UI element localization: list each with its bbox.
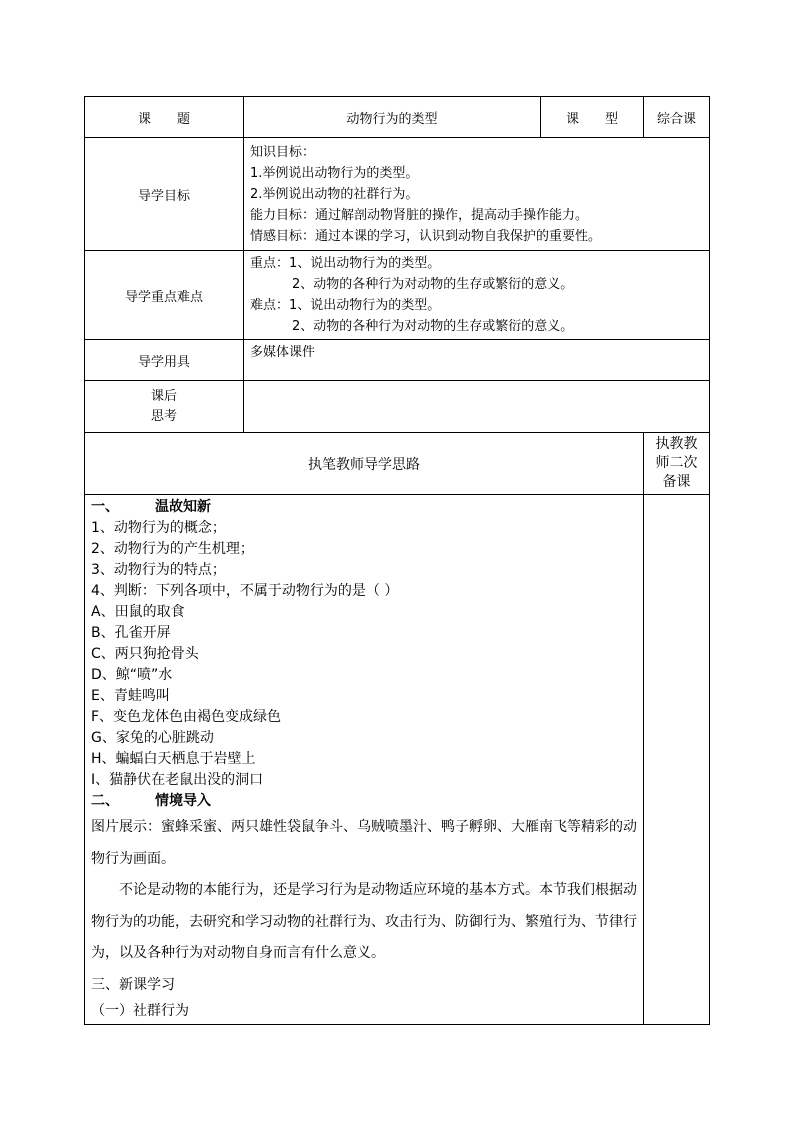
goals-line: 2.举例说出动物的社群行为。 (250, 186, 419, 202)
review-item: D、鲸“喷”水 (91, 667, 173, 683)
section-heading (91, 497, 637, 518)
section-heading: 三、新课学习 (91, 976, 175, 993)
review-item: 1、动物行为的概念； (91, 520, 226, 536)
review-item: 4、判断：下列各项中，不属于动物行为的是（ ） (91, 583, 399, 599)
goals-line: 能力目标：通过解剖动物肾脏的操作，提高动手操作能力。 (250, 207, 589, 223)
goals-line: 1.举例说出动物行为的类型。 (250, 165, 419, 181)
plan-side-title (644, 433, 710, 495)
plan-body (85, 495, 644, 1025)
section-number: 二、 (91, 793, 119, 809)
review-item: A、田鼠的取食 (91, 604, 185, 620)
topic-label: 课 题 (85, 97, 244, 138)
key-points-row (85, 251, 710, 340)
reflection-label-line: 思考 (150, 408, 177, 424)
review-item: C、两只狗抢骨头 (91, 646, 199, 662)
plan-side-title-line: 备课 (662, 474, 691, 490)
key-points-label: 导学重点难点 (85, 251, 244, 340)
review-item: I、猫静伏在老鼠出没的洞口 (91, 772, 264, 788)
tools-row (85, 340, 710, 381)
reflection-label-line: 课后 (150, 388, 177, 404)
review-item: B、孔雀开屏 (91, 625, 171, 641)
plan-header-row (85, 433, 710, 495)
review-item: 3、动物行为的特点； (91, 562, 226, 578)
goals-line: 情感目标：通过本课的学习，认识到动物自我保护的重要性。 (250, 228, 602, 244)
topic-value: 动物行为的类型 (244, 97, 541, 138)
plan-title: 执笔教师导学思路 (85, 433, 644, 495)
tools-label: 导学用具 (85, 340, 244, 381)
key-point-line: 难点：1、说出动物行为的类型。 (250, 298, 441, 313)
type-value: 综合课 (644, 97, 710, 138)
plan-side-title-line: 师二次 (655, 455, 698, 471)
review-item: G、家兔的心脏跳动 (91, 730, 214, 746)
review-item: E、青蛙鸣叫 (91, 688, 170, 704)
type-label: 课 型 (541, 97, 644, 138)
key-point-line: 重点：1、说出动物行为的类型。 (250, 256, 441, 271)
plan-side-notes (644, 495, 710, 1025)
header-row (85, 97, 710, 138)
section-number: 一、 (91, 499, 119, 515)
review-item: 2、动物行为的产生机理； (91, 541, 254, 557)
review-item: F、变色龙体色由褐色变成绿色 (91, 709, 282, 725)
reflection-row (85, 381, 710, 433)
intro-paragraph: 图片展示：蜜蜂采蜜、两只雄性袋鼠争斗、乌贼喷墨汁、鸭子孵卵、大雁南飞等精彩的动物行为画面。 (91, 819, 637, 867)
intro-paragraph: 不论是动物的本能行为，还是学习行为是动物适应环境的基本方式。本节我们根据动物行为的功能，去研究和学习动物的社群行为、攻击行为、防御行为、繁殖行为、节律行为，以及各种行为对动物自身而言有什么意义。 (91, 882, 637, 961)
goals-label: 导学目标 (85, 138, 244, 251)
reflection-value (244, 381, 710, 433)
review-item: H、蝙蝠白天栖息于岩壁上 (91, 751, 256, 767)
key-points-content (244, 251, 710, 340)
goals-line: 知识目标： (250, 144, 316, 160)
section-heading (91, 791, 637, 812)
lesson-plan-table (84, 96, 710, 1025)
key-point-line: 2、动物的各种行为对动物的生存或繁衍的意义。 (292, 277, 574, 292)
subsection-heading: （一）社群行为 (91, 1003, 189, 1019)
key-point-line: 2、动物的各种行为对动物的生存或繁衍的意义。 (292, 319, 574, 334)
plan-body-row (85, 495, 710, 1025)
reflection-label (85, 381, 244, 433)
goals-row (85, 138, 710, 251)
tools-value: 多媒体课件 (244, 340, 710, 381)
goals-content (244, 138, 710, 251)
section-title: 情境导入 (155, 793, 211, 809)
section-title: 温故知新 (155, 499, 211, 515)
plan-side-title-line: 执教教 (655, 436, 698, 452)
